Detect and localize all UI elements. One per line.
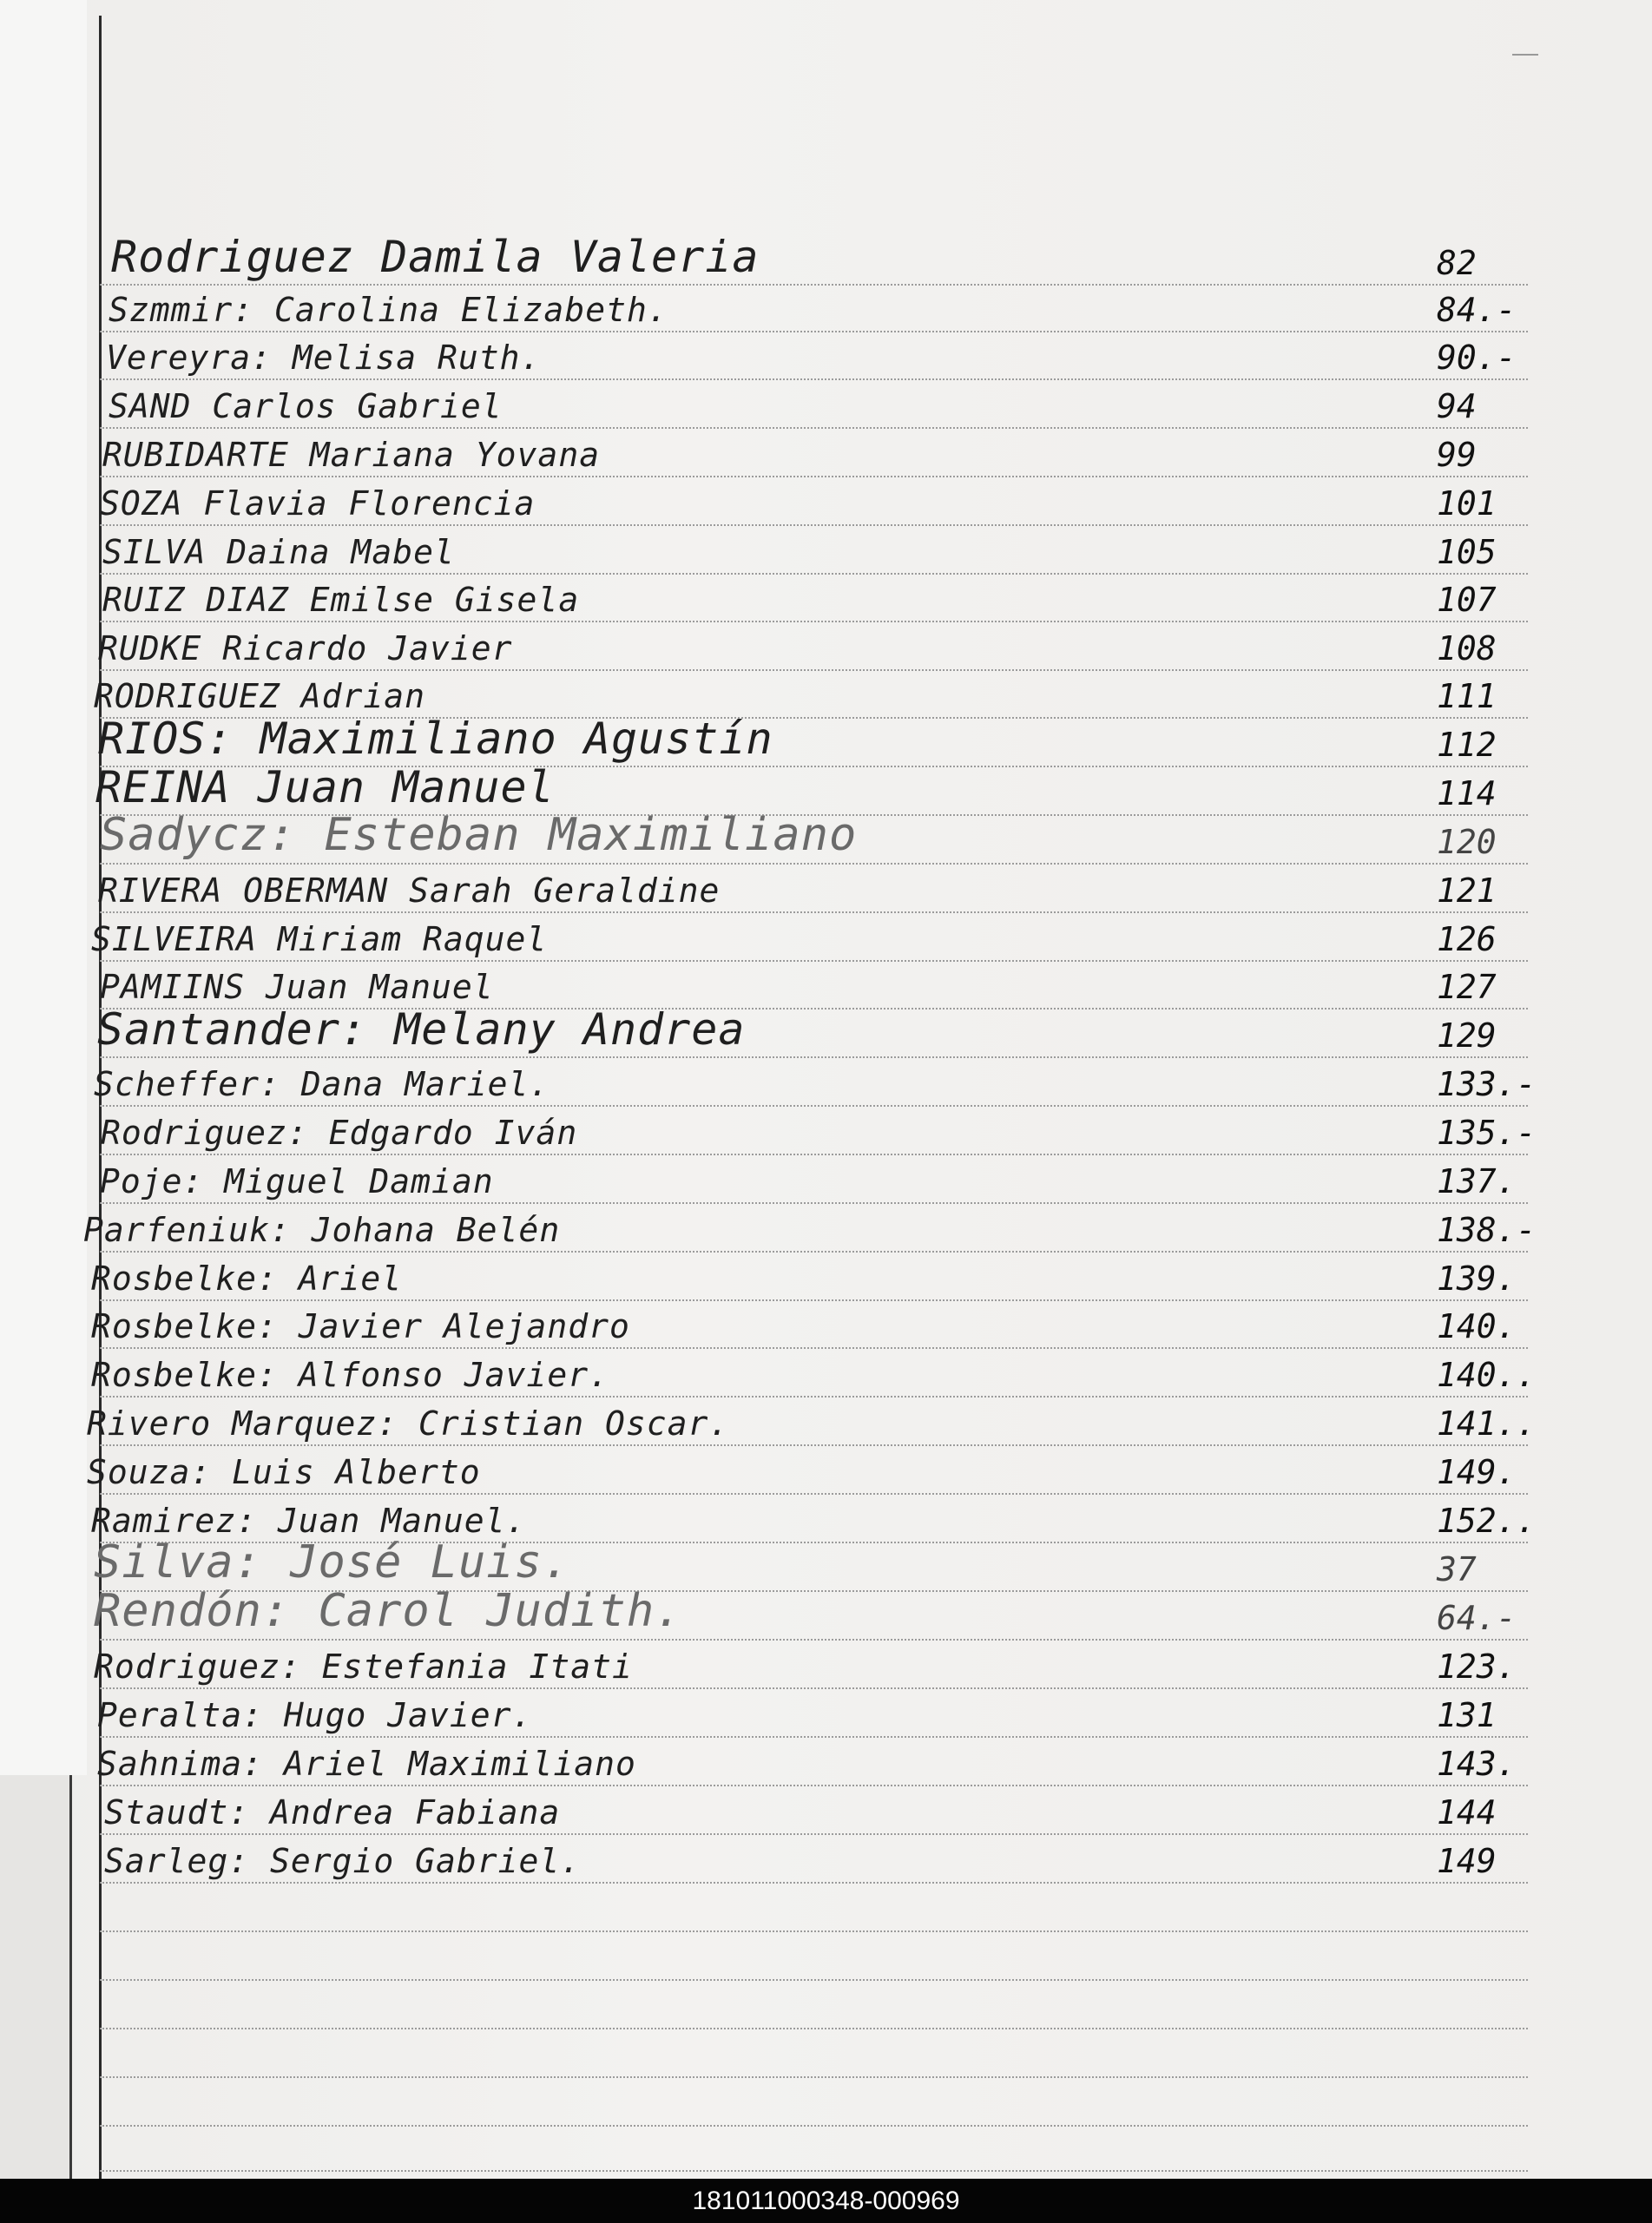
entry-name: Rosbelke: Ariel: [91, 1259, 403, 1298]
ruled-line: [100, 2076, 1528, 2078]
ruled-line: [100, 1930, 1528, 1932]
list-item: [0, 1585, 1652, 1641]
list-item: [0, 1302, 1652, 1349]
margin-line-lower: [69, 1775, 72, 2179]
entry-name: SOZA Flavia Florencia: [100, 484, 536, 523]
entry-name: Vereyra: Melisa Ruth.: [106, 339, 542, 377]
list-item: [0, 382, 1652, 429]
entry-name: Silva: José Luis.: [94, 1536, 571, 1588]
entry-name: Scheffer: Dana Mariel.: [94, 1065, 550, 1103]
list-item: [0, 1788, 1652, 1835]
entry-number: 114: [1437, 774, 1497, 812]
entry-name: Peralta: Hugo Javier.: [97, 1696, 533, 1734]
entry-number: 101: [1437, 484, 1497, 523]
list-item: [0, 1351, 1652, 1398]
entry-number: 112: [1437, 726, 1497, 764]
entry-number: 140.: [1437, 1307, 1517, 1345]
entry-name: PAMIINS Juan Manuel: [100, 968, 494, 1006]
entry-number: 107: [1437, 581, 1497, 619]
list-item: [0, 1837, 1652, 1884]
list-item: [0, 431, 1652, 477]
list-item: [0, 1206, 1652, 1253]
entry-name: Rosbelke: Javier Alejandro: [91, 1307, 630, 1345]
entry-number: 137.: [1437, 1162, 1517, 1200]
list-item: [0, 963, 1652, 1010]
entry-name: Sahnima: Ariel Maximiliano: [97, 1745, 636, 1783]
entry-number: 123.: [1437, 1648, 1517, 1686]
entry-number: 120: [1437, 823, 1497, 861]
list-item: [0, 624, 1652, 671]
list-item: [0, 1642, 1652, 1689]
list-item: [0, 809, 1652, 865]
list-item: [0, 672, 1652, 719]
list-item: [0, 575, 1652, 622]
entry-name: Rosbelke: Alfonso Javier.: [91, 1356, 609, 1394]
list-item: [0, 528, 1652, 575]
list-item: [0, 479, 1652, 526]
ruled-line: [100, 1979, 1528, 1981]
entry-number: 126: [1437, 920, 1497, 958]
entry-number: 82: [1437, 244, 1477, 282]
entry-number: 84.-: [1437, 291, 1517, 329]
entry-name: Souza: Luis Alberto: [87, 1453, 481, 1491]
entry-number: 152..: [1437, 1502, 1537, 1540]
list-item: [0, 1254, 1652, 1301]
entry-name: Santander: Melany Andrea: [97, 1004, 746, 1055]
list-item: [0, 1740, 1652, 1786]
list-item: [0, 286, 1652, 332]
entry-name: Szmmir: Carolina Elizabeth.: [109, 291, 668, 329]
entry-number: 133.-: [1437, 1065, 1537, 1103]
entry-name: RUIZ DIAZ Emilse Gisela: [102, 581, 580, 619]
entry-name: RUBIDARTE Mariana Yovana: [102, 436, 601, 474]
entry-number: 144: [1437, 1793, 1497, 1832]
entry-number: 129: [1437, 1016, 1497, 1055]
entry-number: 64.-: [1437, 1599, 1517, 1637]
entry-name: RIOS: Maximiliano Agustín: [98, 714, 773, 764]
entry-name: Sadycz: Esteban Maximiliano: [100, 809, 858, 861]
entry-name: Staudt: Andrea Fabiana: [104, 1793, 561, 1832]
entry-number: 127: [1437, 968, 1497, 1006]
entry-name: Rodriguez: Estefania Itati: [94, 1648, 633, 1686]
entry-number: 140..: [1437, 1356, 1537, 1394]
ruled-line: [100, 2125, 1528, 2127]
list-item: [0, 1004, 1652, 1058]
entry-number: 111: [1437, 677, 1497, 715]
entry-number: 105: [1437, 533, 1497, 571]
list-item: [0, 333, 1652, 380]
list-item: [0, 1157, 1652, 1204]
document-id: 181011000348-000969: [692, 2187, 960, 2215]
entry-name: RODRIGUEZ Adrian: [94, 677, 426, 715]
list-item: [0, 714, 1652, 767]
entry-name: RIVERA OBERMAN Sarah Geraldine: [98, 871, 721, 910]
entry-number: 139.: [1437, 1259, 1517, 1298]
list-item: [0, 866, 1652, 913]
entry-name: Rivero Marquez: Cristian Oscar.: [87, 1404, 730, 1443]
entry-name: Poje: Miguel Damian: [100, 1162, 494, 1200]
entry-name: SILVA Daina Mabel: [102, 533, 455, 571]
entry-name: Rendón: Carol Judith.: [94, 1585, 683, 1637]
corner-mark: [1512, 54, 1538, 56]
entry-name: Ramirez: Juan Manuel.: [91, 1502, 527, 1540]
list-item: [0, 1060, 1652, 1107]
entry-number: 121: [1437, 871, 1497, 910]
entry-number: 108: [1437, 629, 1497, 668]
list-item: [0, 1691, 1652, 1738]
entry-number: 149.: [1437, 1453, 1517, 1491]
list-item: [0, 915, 1652, 962]
list-item: [0, 1399, 1652, 1446]
list-item: [0, 232, 1652, 286]
ruled-line: [100, 2170, 1528, 2172]
document-id-bar: [0, 2179, 1652, 2223]
entry-name: Rodriguez Damila Valeria: [111, 232, 760, 282]
entry-number: 90.-: [1437, 339, 1517, 377]
entry-number: 141..: [1437, 1404, 1537, 1443]
entry-number: 94: [1437, 387, 1477, 425]
entry-number: 99: [1437, 436, 1477, 474]
page-left-edge-shadow: [0, 1775, 69, 2179]
entry-name: Rodriguez: Edgardo Iván: [101, 1114, 578, 1152]
entry-name: SILVEIRA Miriam Raquel: [91, 920, 548, 958]
entry-number: 131: [1437, 1696, 1497, 1734]
list-item: [0, 1448, 1652, 1495]
entry-name: REINA Juan Manuel: [95, 762, 555, 812]
entry-name: RUDKE Ricardo Javier: [98, 629, 513, 668]
entry-number: 149: [1437, 1842, 1497, 1880]
entry-name: Parfeniuk: Johana Belén: [83, 1211, 561, 1249]
entry-number: 135.-: [1437, 1114, 1537, 1152]
entry-number: 143.: [1437, 1745, 1517, 1783]
entry-name: SAND Carlos Gabriel: [109, 387, 503, 425]
entry-number: 37: [1437, 1550, 1477, 1588]
ruled-line: [100, 2028, 1528, 2029]
entry-name: Sarleg: Sergio Gabriel.: [104, 1842, 582, 1880]
list-item: [0, 1108, 1652, 1155]
entry-number: 138.-: [1437, 1211, 1537, 1249]
